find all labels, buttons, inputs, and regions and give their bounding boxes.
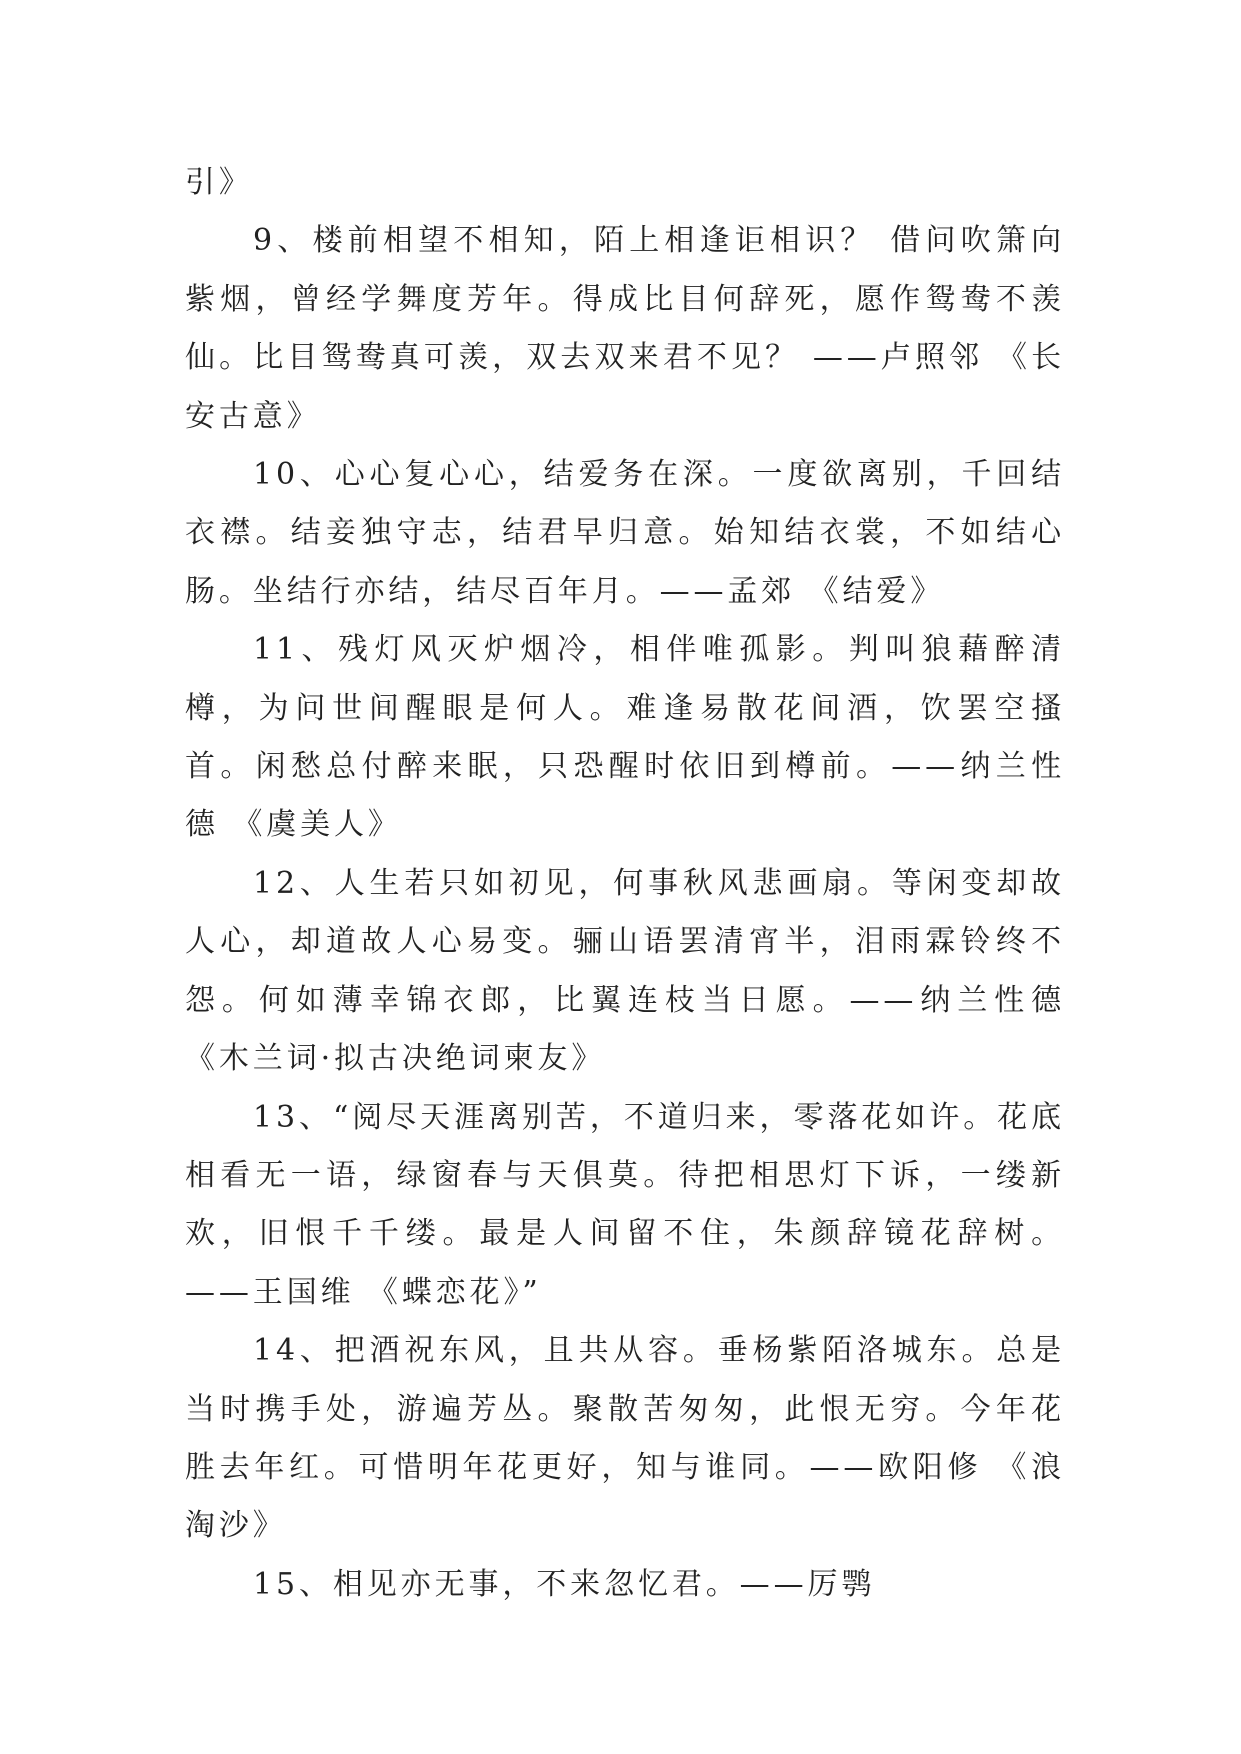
paragraph-text: 引》 — [185, 165, 253, 200]
paragraph-text: 13、“阅尽天涯离别苦，不道归来，零落花如许。花底相看无一语，绿窗春与天俱莫。待把相思灯下诉，一缕新欢，旧恨千千缕。最是人间留不住，朱颜辞镜花辞树。——王国维 《蝶恋花》” — [185, 1099, 1065, 1310]
poem-item-14 — [185, 1322, 1065, 1556]
poem-item-11 — [185, 621, 1065, 855]
poem-item-10 — [185, 446, 1065, 621]
paragraph-continuation — [185, 154, 1065, 212]
paragraph-text: 11、残灯风灭炉烟冷，相伴唯孤影。判叫狼藉醉清樽，为问世间醒眼是何人。难逢易散花间酒，饮罢空搔首。闲愁总付醉来眠，只恐醒时依旧到樽前。——纳兰性德 《虞美人》 — [185, 632, 1065, 843]
paragraph-text: 14、把酒祝东风，且共从容。垂杨紫陌洛城东。总是当时携手处，游遍芳丛。聚散苦匆匆，此恨无穷。今年花胜去年红。可惜明年花更好，知与谁同。——欧阳修 《浪淘沙》 — [185, 1333, 1065, 1544]
paragraph-text: 12、人生若只如初见，何事秋风悲画扇。等闲变却故人心，却道故人心易变。骊山语罢清宵半，泪雨霖铃终不怨。何如薄幸锦衣郎，比翼连枝当日愿。——纳兰性德 《木兰词·拟古决绝词柬友》 — [185, 865, 1079, 1077]
poem-item-15 — [185, 1556, 1065, 1614]
poem-item-12 — [185, 855, 1079, 1089]
poem-item-9 — [185, 212, 1065, 446]
poem-list — [185, 154, 1079, 1614]
paragraph-text: 15、相见亦无事，不来忽忆君。——厉鹗 — [253, 1566, 876, 1602]
poem-item-13 — [185, 1089, 1065, 1323]
paragraph-text: 9、楼前相望不相知，陌上相逢讵相识？ 借问吹箫向紫烟，曾经学舞度芳年。得成比目何辞死，愿作鸳鸯不羡仙。比目鸳鸯真可羡，双去双来君不见？ ——卢照邻 《长安古意》 — [185, 223, 1065, 434]
paragraph-text: 10、心心复心心，结爱务在深。一度欲离别，千回结衣襟。结妾独守志，结君早归意。始知结衣裳，不如结心肠。坐结行亦结，结尽百年月。——孟郊 《结爱》 — [185, 457, 1065, 609]
